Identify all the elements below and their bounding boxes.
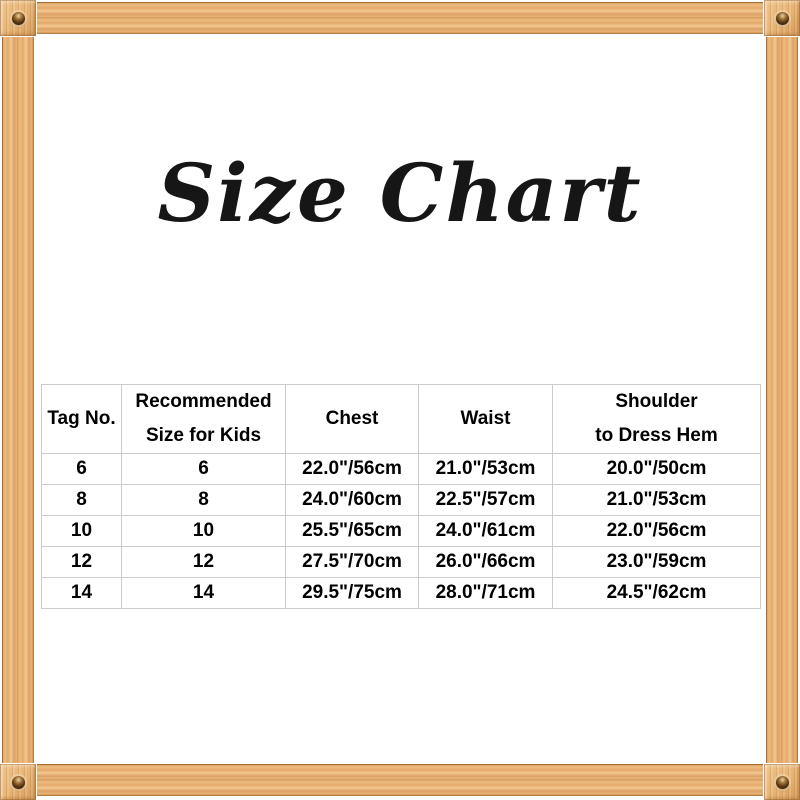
header-line: Size for Kids — [145, 425, 262, 446]
table-cell: 20.0"/50cm — [553, 454, 761, 485]
header-line: Waist — [460, 408, 511, 429]
frame-corner-bottom-right — [764, 764, 800, 800]
table-cell: 21.0"/53cm — [419, 454, 553, 485]
frame-bar-bottom — [37, 764, 763, 796]
table-cell: 8 — [122, 485, 286, 516]
frame-bar-left — [2, 37, 34, 763]
table-cell: 25.5"/65cm — [286, 516, 419, 547]
table-cell: 14 — [42, 578, 122, 609]
table-cell: 24.5"/62cm — [553, 578, 761, 609]
table-cell: 6 — [42, 454, 122, 485]
table-row-size-10 — [42, 516, 761, 547]
header-line: Tag No. — [47, 408, 116, 429]
table-cell: 12 — [122, 547, 286, 578]
column-header-waist — [419, 385, 553, 454]
table-header — [42, 385, 761, 454]
table-cell: 29.5"/75cm — [286, 578, 419, 609]
table-cell: 28.0"/71cm — [419, 578, 553, 609]
table-cell: 6 — [122, 454, 286, 485]
table-cell: 23.0"/59cm — [553, 547, 761, 578]
column-header-shoulder-to-hem — [553, 385, 761, 454]
table-row-size-8 — [42, 485, 761, 516]
header-line: Chest — [325, 408, 379, 429]
column-header-chest — [286, 385, 419, 454]
table-row-size-14 — [42, 578, 761, 609]
table-body — [42, 454, 761, 609]
table-cell: 8 — [42, 485, 122, 516]
table-cell: 14 — [122, 578, 286, 609]
page-title: Size Chart — [157, 146, 643, 240]
frame-corner-top-left — [0, 0, 36, 36]
table-cell: 21.0"/53cm — [553, 485, 761, 516]
table-cell: 24.0"/60cm — [286, 485, 419, 516]
table-cell: 22.0"/56cm — [553, 516, 761, 547]
table-cell: 10 — [42, 516, 122, 547]
header-line: Recommended — [135, 391, 272, 412]
column-header-tag-no — [42, 385, 122, 454]
frame-bar-top — [37, 2, 763, 34]
nail-icon — [776, 12, 789, 25]
frame-corner-bottom-left — [0, 764, 36, 800]
header-line: Shoulder — [615, 391, 698, 412]
table-cell: 22.0"/56cm — [286, 454, 419, 485]
table-cell: 27.5"/70cm — [286, 547, 419, 578]
nail-icon — [12, 776, 25, 789]
table-header-row — [42, 385, 761, 454]
frame-bar-right — [766, 37, 798, 763]
nail-icon — [12, 12, 25, 25]
table-cell: 22.5"/57cm — [419, 485, 553, 516]
table-row-size-6 — [42, 454, 761, 485]
column-header-recommended-size — [122, 385, 286, 454]
table-cell: 26.0"/66cm — [419, 547, 553, 578]
table-cell: 24.0"/61cm — [419, 516, 553, 547]
frame-corner-top-right — [764, 0, 800, 36]
table-row-size-12 — [42, 547, 761, 578]
nail-icon — [776, 776, 789, 789]
header-line: to Dress Hem — [595, 425, 718, 446]
table-cell: 10 — [122, 516, 286, 547]
table-cell: 12 — [42, 547, 122, 578]
size-chart-table — [41, 384, 761, 609]
